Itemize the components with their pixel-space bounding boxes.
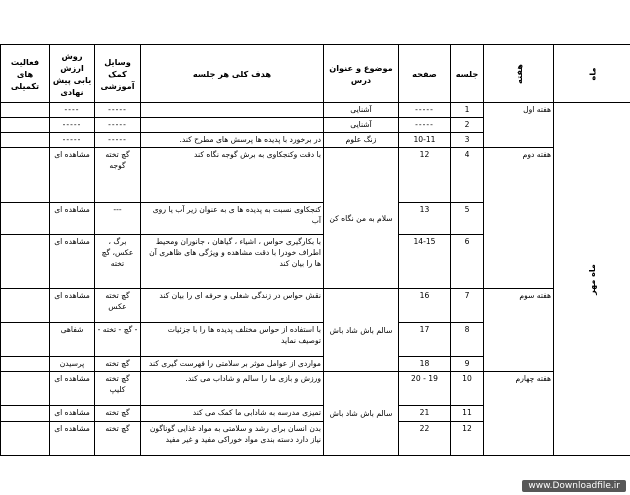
activities-cell	[1, 323, 50, 357]
evaluation-cell: مشاهده ای	[50, 372, 95, 406]
week-cell: هفته اول	[484, 103, 554, 148]
activities-cell	[1, 289, 50, 323]
session-cell: 11	[451, 406, 484, 422]
page-cell: 21	[399, 406, 451, 422]
tools-cell: گچ تخته	[95, 357, 141, 372]
header-month: ماه	[554, 45, 630, 103]
activities-cell	[1, 103, 50, 118]
session-cell: 3	[451, 133, 484, 148]
header-tools: وسایل کمک آموزشی	[95, 45, 141, 103]
watermark: www.Downloadfile.ir	[522, 480, 626, 492]
goal-cell: با بکارگیری حواس ، اشیاء ، گیاهان ، جانوران ومحیط اطراف خودرا با دقت مشاهده و ویژگی های ظاهری آن ها را بیان کند	[141, 235, 324, 289]
page-cell: 19 - 20	[399, 372, 451, 406]
tools-cell: گچ تخته گوجه	[95, 148, 141, 203]
tools-cell: گچ تخته کلیپ	[95, 372, 141, 406]
evaluation-cell: مشاهده ای	[50, 289, 95, 323]
header-topic: موضوع و عنوان درس	[324, 45, 399, 103]
session-cell: 5	[451, 203, 484, 235]
session-cell: 9	[451, 357, 484, 372]
tools-cell: -----	[95, 133, 141, 148]
page-cell: 13	[399, 203, 451, 235]
header-evaluation: روش ارزش یابی پیش نهادی	[50, 45, 95, 103]
session-cell: 12	[451, 422, 484, 456]
header-activities: فعالیت های تکمیلی	[1, 45, 50, 103]
header-goal: هدف کلی هر جلسه	[141, 45, 324, 103]
goal-cell: در برخورد با پدیده ها پرسش های مطرح کند.	[141, 133, 324, 148]
evaluation-cell: پرسیدن	[50, 357, 95, 372]
month-cell: ماه مهر	[554, 103, 630, 456]
evaluation-cell: مشاهده ای	[50, 235, 95, 289]
tools-cell: گچ تخته	[95, 422, 141, 456]
evaluation-cell: مشاهده ای	[50, 148, 95, 203]
topic-cell: سالم باش شاد باش	[324, 289, 399, 372]
table-row	[1, 103, 630, 118]
page-cell: 17	[399, 323, 451, 357]
goal-cell: ورزش و بازی ما را سالم و شاداب می کند.	[141, 372, 324, 406]
evaluation-cell: -----	[50, 118, 95, 133]
evaluation-cell: مشاهده ای	[50, 422, 95, 456]
tools-cell: - گچ - تخته -	[95, 323, 141, 357]
activities-cell	[1, 406, 50, 422]
goal-cell: مواردی از عوامل موثر بر سلامتی را فهرست گیری کند	[141, 357, 324, 372]
session-cell: 8	[451, 323, 484, 357]
session-cell: 4	[451, 148, 484, 203]
page-cell: -----	[399, 103, 451, 118]
header-page: صفحه	[399, 45, 451, 103]
header-row	[1, 45, 630, 103]
evaluation-cell: شفاهی	[50, 323, 95, 357]
week-cell: هفته دوم	[484, 148, 554, 289]
header-week: هفته	[484, 45, 554, 103]
tools-cell: گچ تخته	[95, 406, 141, 422]
page-cell: 18	[399, 357, 451, 372]
goal-cell: تمیزی مدرسه به شادابی ما کمک می کند	[141, 406, 324, 422]
goal-cell	[141, 118, 324, 133]
activities-cell	[1, 118, 50, 133]
page-cell: 16	[399, 289, 451, 323]
tools-cell: ---	[95, 203, 141, 235]
page-cell: -----	[399, 118, 451, 133]
activities-cell	[1, 357, 50, 372]
header-session: جلسه	[451, 45, 484, 103]
topic-cell: آشنایی	[324, 118, 399, 133]
evaluation-cell: -----	[50, 133, 95, 148]
tools-cell: -----	[95, 118, 141, 133]
page-cell: 14-15	[399, 235, 451, 289]
evaluation-cell: مشاهده ای	[50, 406, 95, 422]
activities-cell	[1, 235, 50, 289]
table-row	[1, 289, 630, 323]
goal-cell: با دقت وکنجکاوی به برش گوجه نگاه کند	[141, 148, 324, 203]
lesson-plan-table	[0, 44, 630, 456]
activities-cell	[1, 372, 50, 406]
tools-cell: -----	[95, 103, 141, 118]
tools-cell: گچ تخته عکس	[95, 289, 141, 323]
activities-cell	[1, 422, 50, 456]
topic-cell: سلام به من نگاه کن	[324, 148, 399, 289]
topic-cell: زنگ علوم	[324, 133, 399, 148]
goal-cell: نقش حواس در زندگی شغلی و حرفه ای را بیان کند	[141, 289, 324, 323]
activities-cell	[1, 133, 50, 148]
week-cell: هفته چهارم	[484, 372, 554, 456]
topic-cell: سالم باش شاد باش	[324, 372, 399, 456]
activities-cell	[1, 203, 50, 235]
evaluation-cell: ----	[50, 103, 95, 118]
goal-cell: با استفاده از حواس مختلف پدیده ها را با جزئیات توصیف نماید	[141, 323, 324, 357]
goal-cell: کنجکاوی نسبت به پدیده ها ی به عنوان زیر آب یا روی آب	[141, 203, 324, 235]
goal-cell	[141, 103, 324, 118]
goal-cell: بدن انسان برای رشد و سلامتی به مواد غذایی گوناگون نیاز دارد دسته بندی مواد خوراکی مفید و غیر مفید	[141, 422, 324, 456]
session-cell: 6	[451, 235, 484, 289]
evaluation-cell: مشاهده ای	[50, 203, 95, 235]
page-cell: 12	[399, 148, 451, 203]
page-cell: 10-11	[399, 133, 451, 148]
page-cell: 22	[399, 422, 451, 456]
tools-cell: برگ ، عکس، گچ تخته	[95, 235, 141, 289]
session-cell: 10	[451, 372, 484, 406]
session-cell: 7	[451, 289, 484, 323]
session-cell: 1	[451, 103, 484, 118]
week-cell: هفته سوم	[484, 289, 554, 372]
table-row	[1, 148, 630, 203]
table-row	[1, 372, 630, 406]
activities-cell	[1, 148, 50, 203]
topic-cell: آشنایی	[324, 103, 399, 118]
session-cell: 2	[451, 118, 484, 133]
